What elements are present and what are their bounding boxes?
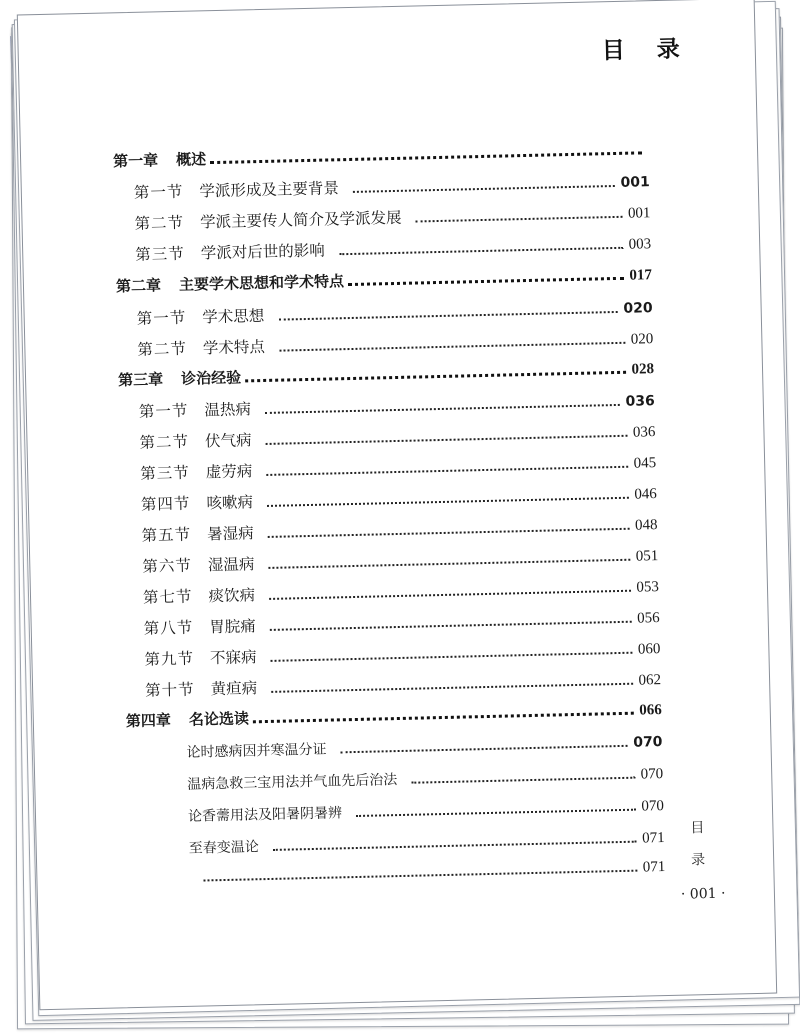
page-number: 045	[633, 455, 657, 472]
section-number: 第四节	[140, 494, 191, 514]
dot-leader	[270, 621, 631, 631]
section-number: 第三节	[140, 463, 190, 483]
page-number: 070	[633, 734, 663, 751]
section-number: 第一节	[133, 182, 184, 202]
toc-chapter[interactable]	[116, 263, 652, 296]
chapter-title: 主要学术思想和学术特点	[178, 272, 345, 294]
toc-section[interactable]	[145, 667, 661, 701]
section-title: 湿温病	[207, 555, 255, 575]
section-title: 不寐病	[209, 648, 257, 668]
dot-leader	[253, 712, 633, 724]
page-number: 001	[627, 205, 651, 222]
dot-leader	[279, 342, 625, 352]
toc-essay[interactable]	[188, 795, 664, 826]
page-number: 020	[630, 331, 654, 348]
toc-chapter[interactable]	[118, 357, 654, 390]
toc-chapter[interactable]	[113, 138, 648, 171]
running-head-char: 录	[690, 852, 706, 869]
dot-leader	[271, 683, 632, 693]
toc-section[interactable]	[141, 512, 657, 546]
page-number: 028	[631, 361, 655, 378]
dot-leader	[268, 559, 629, 569]
running-head	[687, 812, 708, 876]
toc-section[interactable]	[134, 200, 650, 234]
dot-leader	[271, 652, 632, 662]
page-number: 066	[639, 702, 662, 719]
essay-title: 至春变温论	[188, 839, 259, 857]
section-number: 第二节	[139, 432, 190, 452]
dot-leader	[245, 371, 625, 383]
section-title: 学术思想	[202, 306, 265, 327]
chapter-title: 名论选读	[188, 709, 250, 729]
essay-title: 论香薷用法及阳暑阴暑辨	[187, 805, 343, 825]
page-number: 060	[637, 641, 661, 658]
chapter-number: 第二章	[115, 276, 162, 296]
dot-leader	[203, 870, 636, 882]
page-number: 053	[636, 579, 660, 596]
toc-section[interactable]	[140, 450, 656, 484]
page-number: 001	[620, 174, 650, 191]
page-number: 070	[640, 766, 664, 783]
dot-leader	[268, 528, 629, 538]
toc-section[interactable]	[137, 326, 653, 360]
toc-section[interactable]	[136, 295, 652, 329]
section-number: 第三节	[135, 244, 185, 264]
dot-leader	[356, 809, 635, 817]
dot-leader	[266, 435, 627, 445]
section-number: 第一节	[136, 308, 187, 328]
dot-leader	[278, 311, 617, 321]
section-title: 胃脘痛	[209, 617, 256, 637]
toc-section[interactable]	[143, 605, 659, 639]
folio-page-number: · 001 ·	[680, 885, 726, 903]
page-number: 056	[636, 610, 660, 627]
section-title: 黄疸病	[210, 679, 258, 699]
running-head-char: 目	[690, 820, 705, 837]
section-number: 第十节	[144, 680, 195, 700]
section-title: 学派对后世的影响	[200, 241, 325, 263]
toc-section[interactable]	[142, 543, 658, 577]
essay-title: 论时感病因并寒温分证	[186, 741, 327, 761]
page-number: 051	[635, 548, 659, 565]
section-number: 第九节	[144, 649, 195, 669]
page-number: 036	[632, 424, 656, 441]
page-number: 046	[634, 486, 658, 503]
chapter-title: 概述	[175, 150, 207, 169]
page-number: 048	[634, 517, 658, 534]
toc-essay[interactable]	[189, 827, 665, 858]
chapter-title: 诊治经验	[180, 368, 242, 388]
dot-leader	[210, 151, 642, 164]
section-title: 学派形成及主要背景	[199, 179, 340, 201]
toc-page	[17, 0, 777, 1010]
toc-section[interactable]	[144, 636, 660, 670]
chapter-number: 第三章	[117, 370, 164, 390]
page-number: 036	[625, 393, 655, 410]
toc-chapter[interactable]	[126, 698, 662, 731]
toc-section[interactable]	[139, 388, 655, 422]
dot-leader	[353, 185, 615, 193]
section-number: 第二节	[137, 339, 188, 359]
dot-leader	[341, 745, 628, 754]
dot-leader	[269, 590, 630, 600]
toc-section[interactable]	[134, 169, 650, 203]
dot-leader	[273, 841, 636, 851]
toc-section[interactable]	[143, 574, 659, 608]
page-number: 017	[629, 267, 653, 284]
toc-section[interactable]	[141, 481, 657, 515]
page-title: 目 录	[601, 35, 693, 65]
section-title: 虚劳病	[205, 462, 253, 482]
toc-section[interactable]	[139, 419, 655, 453]
section-title: 学术特点	[202, 337, 266, 358]
section-title: 温热病	[204, 400, 252, 420]
section-number: 第二节	[134, 213, 185, 233]
section-title: 伏气病	[204, 431, 252, 451]
page-number: 062	[638, 672, 662, 689]
section-number: 第一节	[138, 401, 189, 421]
section-number: 第八节	[143, 618, 194, 638]
dot-leader	[348, 277, 623, 286]
toc-essay[interactable]	[187, 763, 663, 794]
section-title: 痰饮病	[208, 586, 256, 606]
toc-section[interactable]	[135, 231, 651, 265]
toc-list	[18, 0, 776, 1009]
page-number: 071	[642, 859, 666, 876]
page-number: 003	[628, 236, 652, 253]
section-title: 学派主要传人简介及学派发展	[199, 208, 402, 232]
dot-leader	[411, 777, 634, 784]
section-title: 咳嗽病	[206, 493, 254, 513]
dot-leader	[265, 404, 620, 414]
essay-title: 温病急救三宝用法并气血先后治法	[187, 772, 398, 793]
toc-essay[interactable]	[189, 859, 665, 887]
dot-leader	[266, 466, 627, 476]
page-number: 070	[641, 798, 665, 815]
dot-leader	[416, 216, 622, 223]
dot-leader	[267, 497, 628, 507]
section-number: 第七节	[142, 587, 193, 607]
section-number: 第五节	[141, 525, 192, 545]
toc-essay[interactable]	[186, 731, 662, 762]
page-number: 071	[641, 830, 665, 847]
dot-leader	[339, 247, 623, 255]
chapter-number: 第一章	[112, 151, 159, 171]
page-number: 020	[623, 300, 653, 317]
chapter-number: 第四章	[125, 711, 172, 731]
section-title: 暑湿病	[206, 524, 254, 544]
section-number: 第六节	[142, 556, 193, 576]
